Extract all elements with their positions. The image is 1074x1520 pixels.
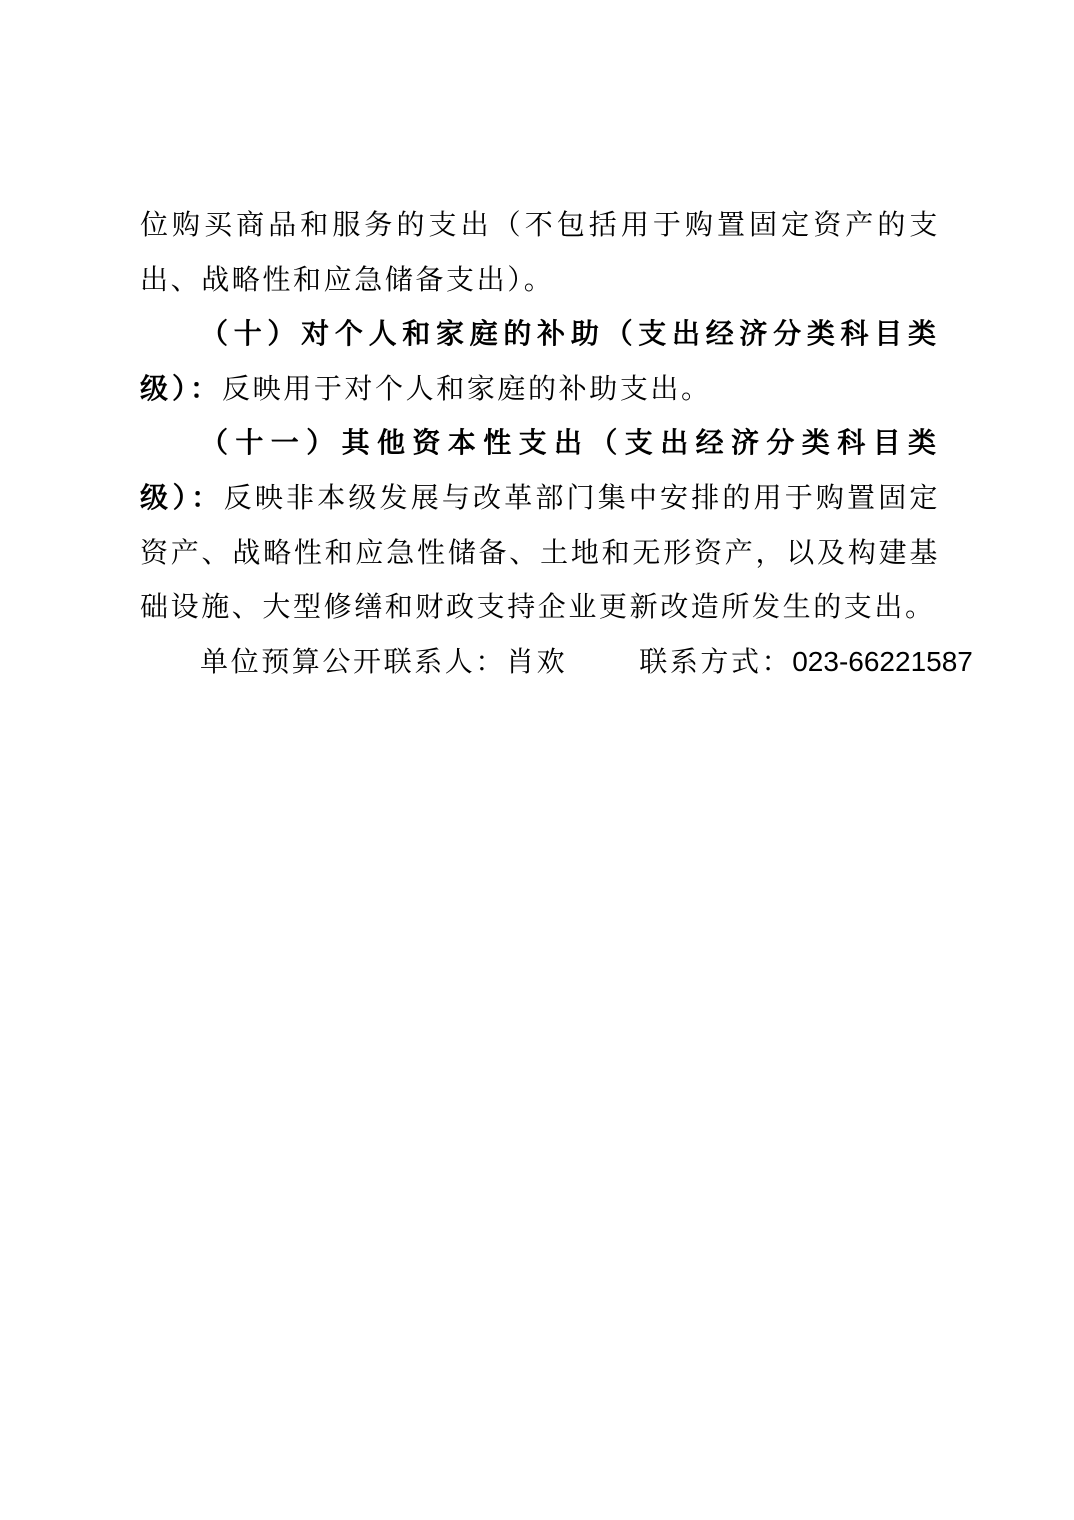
paragraph-item-11 (140, 416, 940, 634)
contact-line (140, 635, 973, 690)
contact-phone-number: 023-66221587 (792, 645, 973, 677)
contact-person-label: 单位预算公开联系人： (200, 644, 507, 678)
item-10-body: 反映用于对个人和家庭的补助支出。 (222, 371, 712, 405)
document-body (140, 198, 973, 689)
contact-person-name: 肖欢 (506, 644, 568, 678)
item-11-body: 反映非本级发展与改革部门集中安排的用于购置固定资产、战略性和应急性储备、土地和无形资产，以及构建基础设施、大型修缮和财政支持企业更新改造所发生的支出。 (140, 480, 940, 624)
contact-phone-label: 联系方式： (639, 644, 793, 678)
paragraph-continuation: 位购买商品和服务的支出（不包括用于购置固定资产的支出、战略性和应急储备支出）。 (140, 208, 940, 296)
item-11-heading: （十一）其他资本性支出（支出经济分类科目类级）： (140, 426, 940, 514)
paragraph-item-10 (140, 307, 940, 416)
item-10-heading: （十）对个人和家庭的补助（支出经济分类科目类级）： (140, 317, 940, 405)
